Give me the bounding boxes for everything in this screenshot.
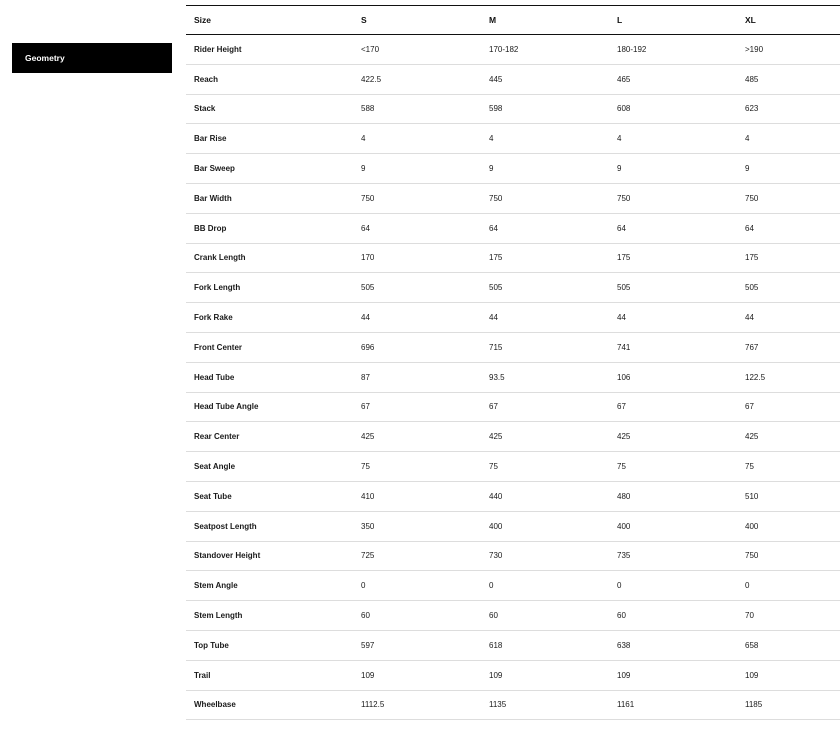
cell-s: 9 [361,154,489,184]
cell-xl: 750 [745,183,840,213]
cell-l: 175 [617,243,745,273]
row-label: Stack [186,94,361,124]
cell-xl: >190 [745,35,840,65]
table-row [186,35,840,65]
row-label: Top Tube [186,630,361,660]
table-row [186,183,840,213]
cell-xl: 175 [745,243,840,273]
row-label: Rider Height [186,35,361,65]
cell-m: 67 [489,392,617,422]
cell-s: 597 [361,630,489,660]
cell-m: 750 [489,183,617,213]
cell-m: 0 [489,571,617,601]
cell-s: 0 [361,571,489,601]
cell-m: 618 [489,630,617,660]
geometry-table [186,5,840,720]
cell-xl: 0 [745,571,840,601]
cell-xl: 767 [745,332,840,362]
geometry-tab[interactable]: Geometry [12,43,172,73]
cell-s: 67 [361,392,489,422]
cell-s: 75 [361,452,489,482]
cell-s: 588 [361,94,489,124]
cell-l: 180-192 [617,35,745,65]
cell-s: 505 [361,273,489,303]
cell-xl: 750 [745,541,840,571]
row-label: Trail [186,660,361,690]
header-l: L [617,6,745,35]
cell-m: 425 [489,422,617,452]
cell-l: 44 [617,303,745,333]
cell-l: 67 [617,392,745,422]
table-row [186,64,840,94]
cell-m: 445 [489,64,617,94]
cell-l: 741 [617,332,745,362]
cell-s: 170 [361,243,489,273]
cell-l: 400 [617,511,745,541]
cell-m: 44 [489,303,617,333]
cell-l: 638 [617,630,745,660]
row-label: Reach [186,64,361,94]
table-row [186,660,840,690]
cell-s: 4 [361,124,489,154]
cell-s: 422.5 [361,64,489,94]
cell-l: 106 [617,362,745,392]
table-row [186,422,840,452]
cell-m: 440 [489,481,617,511]
cell-xl: 485 [745,64,840,94]
cell-m: 75 [489,452,617,482]
cell-s: 60 [361,601,489,631]
cell-xl: 425 [745,422,840,452]
cell-l: 64 [617,213,745,243]
cell-s: 1112.5 [361,690,489,720]
table-row [186,154,840,184]
table-row [186,601,840,631]
cell-l: 0 [617,571,745,601]
table-row [186,452,840,482]
row-label: Rear Center [186,422,361,452]
table-row [186,481,840,511]
cell-xl: 400 [745,511,840,541]
cell-l: 109 [617,660,745,690]
cell-m: 175 [489,243,617,273]
table-row [186,392,840,422]
header-row [186,6,840,35]
cell-l: 465 [617,64,745,94]
table-row [186,362,840,392]
cell-l: 60 [617,601,745,631]
row-label: Seat Tube [186,481,361,511]
cell-s: 64 [361,213,489,243]
cell-m: 60 [489,601,617,631]
cell-s: 425 [361,422,489,452]
cell-s: 44 [361,303,489,333]
row-label: Bar Sweep [186,154,361,184]
row-label: Stem Angle [186,571,361,601]
row-label: Standover Height [186,541,361,571]
cell-xl: 1185 [745,690,840,720]
row-label: Front Center [186,332,361,362]
cell-l: 480 [617,481,745,511]
table-row [186,213,840,243]
cell-s: 696 [361,332,489,362]
row-label: Fork Rake [186,303,361,333]
cell-m: 598 [489,94,617,124]
cell-m: 109 [489,660,617,690]
table-row [186,571,840,601]
row-label: Stem Length [186,601,361,631]
table-row [186,630,840,660]
table-row [186,243,840,273]
geometry-table-body [186,35,840,720]
cell-xl: 122.5 [745,362,840,392]
row-label: Head Tube Angle [186,392,361,422]
cell-m: 505 [489,273,617,303]
cell-xl: 4 [745,124,840,154]
cell-m: 4 [489,124,617,154]
cell-l: 9 [617,154,745,184]
cell-l: 4 [617,124,745,154]
cell-xl: 658 [745,630,840,660]
table-row [186,511,840,541]
table-row [186,124,840,154]
cell-xl: 70 [745,601,840,631]
row-label: Crank Length [186,243,361,273]
cell-xl: 109 [745,660,840,690]
cell-m: 715 [489,332,617,362]
row-label: Seatpost Length [186,511,361,541]
cell-xl: 505 [745,273,840,303]
geometry-table-container [186,5,840,720]
table-row [186,94,840,124]
cell-xl: 623 [745,94,840,124]
cell-m: 64 [489,213,617,243]
cell-m: 170-182 [489,35,617,65]
cell-s: <170 [361,35,489,65]
cell-m: 93.5 [489,362,617,392]
table-row [186,332,840,362]
cell-l: 608 [617,94,745,124]
cell-xl: 510 [745,481,840,511]
cell-s: 410 [361,481,489,511]
row-label: Seat Angle [186,452,361,482]
cell-s: 350 [361,511,489,541]
cell-s: 109 [361,660,489,690]
cell-s: 750 [361,183,489,213]
cell-xl: 75 [745,452,840,482]
row-label: Bar Width [186,183,361,213]
cell-l: 1161 [617,690,745,720]
cell-l: 505 [617,273,745,303]
row-label: Bar Rise [186,124,361,154]
cell-xl: 44 [745,303,840,333]
cell-l: 750 [617,183,745,213]
geometry-table-header [186,6,840,35]
row-label: BB Drop [186,213,361,243]
row-label: Wheelbase [186,690,361,720]
table-row [186,273,840,303]
table-row [186,541,840,571]
table-row [186,303,840,333]
cell-xl: 67 [745,392,840,422]
cell-m: 9 [489,154,617,184]
header-xl: XL [745,6,840,35]
cell-m: 1135 [489,690,617,720]
header-m: M [489,6,617,35]
cell-l: 735 [617,541,745,571]
row-label: Head Tube [186,362,361,392]
cell-l: 425 [617,422,745,452]
header-size: Size [186,6,361,35]
cell-m: 730 [489,541,617,571]
cell-xl: 9 [745,154,840,184]
header-s: S [361,6,489,35]
cell-s: 725 [361,541,489,571]
cell-m: 400 [489,511,617,541]
cell-xl: 64 [745,213,840,243]
cell-l: 75 [617,452,745,482]
row-label: Fork Length [186,273,361,303]
cell-s: 87 [361,362,489,392]
table-row [186,690,840,720]
